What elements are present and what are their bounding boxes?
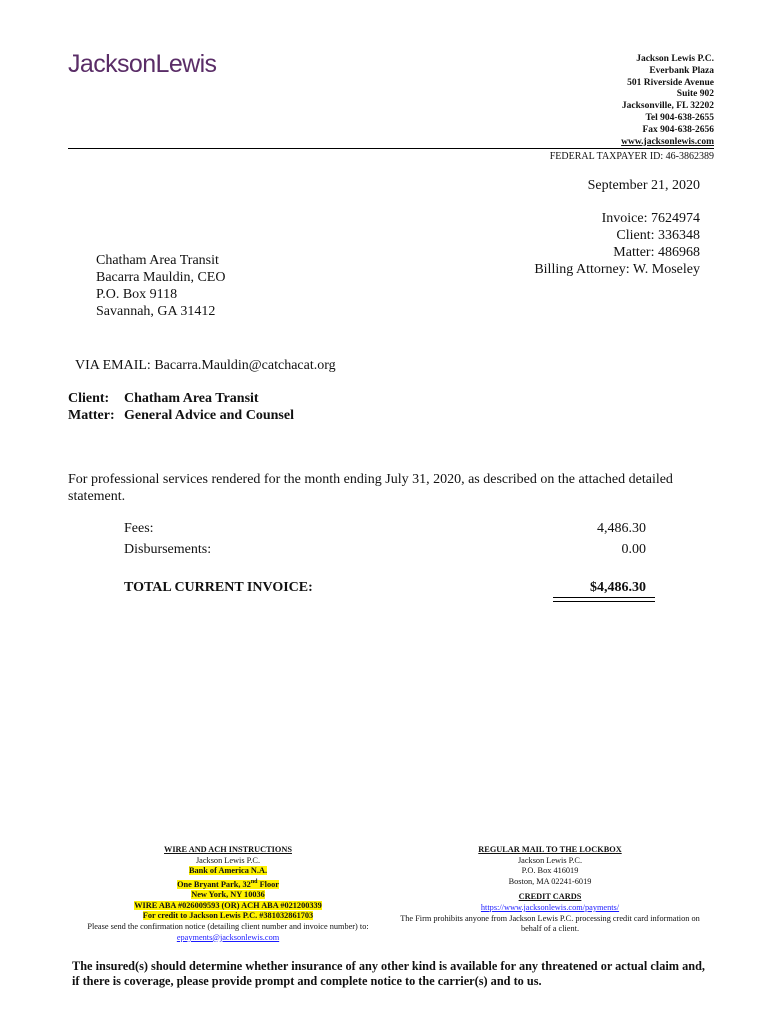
credit-card-notice: The Firm prohibits anyone from Jackson Lewis P.C. processing credit card information on behalf of a client. — [400, 913, 700, 934]
recipient-po-box: P.O. Box 9118 — [96, 287, 178, 302]
client-row — [68, 390, 294, 407]
client-matter-block — [68, 390, 294, 424]
firm-city: Jacksonville, FL 32202 — [621, 101, 714, 112]
total-row — [124, 580, 646, 596]
lockbox-firm: Jackson Lewis P.C. — [517, 855, 583, 865]
wire-address-post: Floor — [257, 879, 279, 889]
firm-website-link[interactable]: www.jacksonlewis.com — [621, 136, 714, 147]
disbursements-amount: 0.00 — [621, 542, 646, 557]
matter-number: Matter: 486968 — [613, 245, 700, 260]
recipient-person: Bacarra Mauldin, CEO — [96, 270, 226, 285]
invoice-meta-block — [534, 210, 700, 278]
services-description: For professional services rendered for the month ending July 31, 2020, as described on the attached detailed statement. — [68, 472, 673, 504]
firm-logo: JacksonLewis — [68, 50, 217, 78]
firm-address-block — [621, 54, 714, 148]
firm-building: Everbank Plaza — [649, 65, 714, 76]
client-number: Client: 336348 — [616, 228, 700, 243]
payments-url-link[interactable]: https://www.jacksonlewis.com/payments/ — [480, 902, 620, 912]
wire-address-sup: nd — [250, 878, 258, 885]
total-double-underline — [553, 597, 655, 602]
header-rule — [68, 148, 714, 149]
wire-address-pre: One Bryant Park, 32 — [177, 879, 251, 889]
disbursements-row — [124, 542, 646, 558]
taxpayer-id: FEDERAL TAXPAYER ID: 46-3862389 — [549, 151, 714, 162]
invoice-number: Invoice: 7624974 — [601, 211, 700, 226]
recipient-address-block — [96, 252, 225, 320]
client-label: Client: — [68, 391, 110, 406]
wire-city: New York, NY 10036 — [191, 890, 265, 900]
matter-label: Matter: — [68, 408, 115, 423]
client-value: Chatham Area Transit — [124, 391, 259, 406]
via-email-line: VIA EMAIL: Bacarra.Mauldin@catchacat.org — [75, 358, 336, 373]
wire-bank-address — [177, 880, 279, 889]
total-amount: $4,486.30 — [590, 580, 646, 595]
insurance-notice: The insured(s) should determine whether insurance of any other kind is available for any threatened or actual claim and, if there is coverage, please provide prompt and complete notice to the carrier(s) and to us. — [72, 959, 705, 988]
firm-street: 501 Riverside Avenue — [627, 77, 714, 88]
epayments-email-link[interactable]: epayments@jacksonlewis.com — [176, 932, 280, 942]
invoice-date: September 21, 2020 — [587, 178, 700, 193]
lockbox-instructions — [395, 845, 705, 935]
lockbox-heading: REGULAR MAIL TO THE LOCKBOX — [478, 845, 622, 854]
fees-row — [124, 521, 646, 537]
lockbox-city: Boston, MA 02241-6019 — [508, 876, 592, 886]
wire-notice: Please send the confirmation notice (detailing client number and invoice number) to: — [87, 921, 369, 931]
total-label: TOTAL CURRENT INVOICE: — [124, 580, 313, 595]
wire-firm: Jackson Lewis P.C. — [195, 855, 261, 865]
wire-credit: For credit to Jackson Lewis P.C. #381032861703 — [142, 911, 314, 921]
billing-attorney: Billing Attorney: W. Moseley — [534, 262, 700, 277]
wire-bank: Bank of America N.A. — [188, 866, 268, 876]
recipient-city: Savannah, GA 31412 — [96, 304, 216, 319]
firm-name: Jackson Lewis P.C. — [636, 54, 714, 64]
wire-instructions — [68, 845, 388, 943]
recipient-org: Chatham Area Transit — [96, 253, 219, 268]
firm-tel: Tel 904-638-2655 — [645, 112, 714, 123]
wire-heading: WIRE AND ACH INSTRUCTIONS — [164, 845, 292, 854]
credit-cards-heading: CREDIT CARDS — [518, 892, 582, 902]
firm-fax: Fax 904-638-2656 — [642, 124, 714, 135]
disbursements-label: Disbursements: — [124, 542, 212, 557]
matter-value: General Advice and Counsel — [124, 408, 294, 423]
fees-amount: 4,486.30 — [597, 521, 646, 536]
wire-aba: WIRE ABA #026009593 (OR) ACH ABA #021200339 — [134, 900, 322, 910]
matter-row — [68, 407, 294, 424]
fees-label: Fees: — [124, 521, 154, 536]
lockbox-po-box: P.O. Box 416019 — [521, 866, 579, 876]
firm-suite: Suite 902 — [676, 89, 714, 100]
